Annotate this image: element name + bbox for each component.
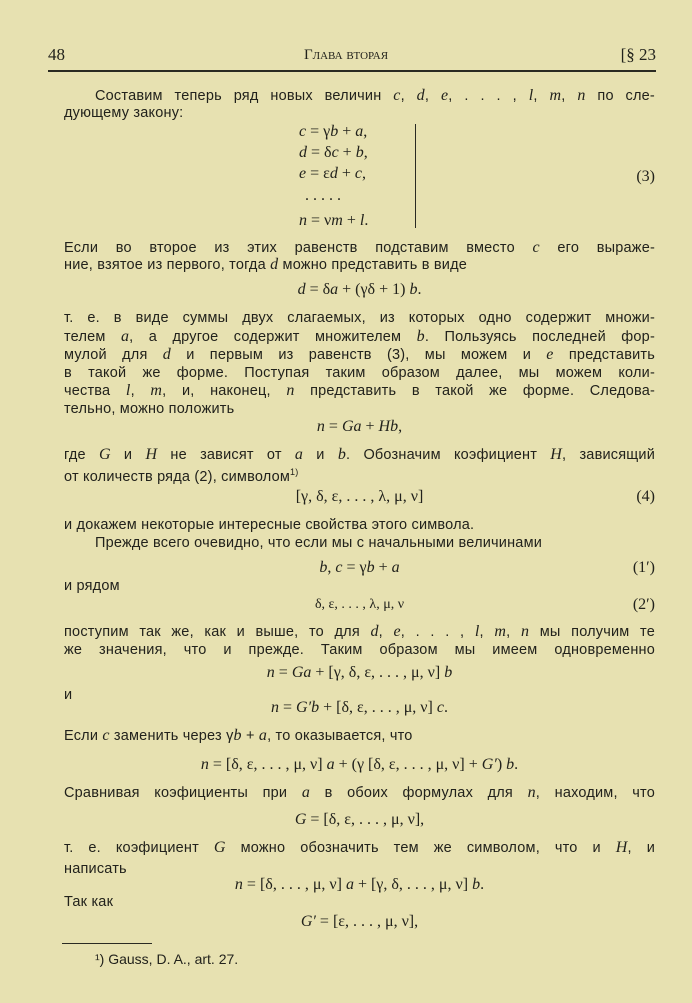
math-variable: G [294,811,307,828]
text-run: и первым из равенств (3), мы можем и [170,347,547,363]
math-variable: b [506,756,515,773]
text-run: + (γ [δ, ε, . . . , μ, ν] + [334,756,482,773]
math-variable: n [286,382,295,399]
text-line [64,364,655,382]
text-run: и [64,687,73,703]
text-run: и [303,447,338,463]
text-run: , находим, что [535,785,655,801]
math-variable: m [150,382,163,399]
equation-number: (4) [636,488,655,505]
text-run: дующему закону: [64,105,184,121]
equation-number: (1′) [632,559,655,576]
math-variable: m [494,623,507,640]
equation [64,595,655,615]
equation [64,912,655,932]
text-line [64,446,655,464]
math-variable: b [337,446,347,463]
text-run: , [424,88,441,104]
math-variable: b [330,123,339,140]
text-run: же значения, что и прежде. Таким образом мы имеем одновременно [64,642,655,658]
math-variable: Ga [341,418,362,435]
math-variable: d [297,281,306,298]
text-run: , [479,624,495,640]
text-run: . [364,212,369,229]
text-run: = [279,699,297,716]
math-variable: d [270,256,279,273]
text-line [64,839,655,857]
text-line [95,87,655,105]
text-run: [γ, δ, ε, . . . , λ, μ, ν] [295,488,424,505]
text-run: + [241,728,259,744]
text-run: , [130,383,151,399]
footnote: ¹) Gauss, D. A., art. 27. [95,951,239,967]
math-variable: d [162,346,171,363]
text-run: + (γδ + 1) [338,281,410,298]
text-run: . [480,876,485,893]
text-run: ) [496,756,507,773]
math-variable: n [527,784,536,801]
equation-system-line [299,163,366,184]
brace [409,124,416,228]
text-run: + [361,418,379,435]
text-run: + [338,123,356,140]
text-run: = ν [307,212,332,229]
text-run: и докажем некоторые интересные свойства этого символа. [64,517,475,533]
text-run: от количеств ряда (2), символом [64,468,291,485]
text-line [64,641,655,659]
text-line [64,784,655,802]
text-run: , то оказывается, что [267,728,413,744]
text-run: , и, наконец, [162,383,287,399]
text-run: δ, ε, . . . , λ, μ, ν [314,597,405,612]
math-variable: G′b [296,699,320,716]
footnote-rule [62,943,152,944]
text-run: Сравнивая коэфициенты при [64,785,302,801]
text-run: , [363,123,368,140]
math-variable: a [120,328,130,345]
math-variable: n [299,212,307,229]
text-line [64,239,655,257]
text-run: + [γ, δ, ε, . . . , μ, ν] [311,664,445,681]
math-variable: G [213,839,226,856]
equation [64,558,655,578]
math-variable: e [546,346,554,363]
text-run: , [327,559,336,576]
text-run: , [400,88,417,104]
math-variable: l [528,87,534,104]
math-variable: G [98,446,111,463]
text-run: поступим так же, как и выше, то для [64,624,371,640]
math-variable: n [520,623,530,640]
text-line [64,400,655,418]
equation [64,755,655,775]
equation [64,698,655,718]
math-variable: Hb [378,418,399,435]
equation [64,417,655,437]
text-run: ние, взятое из первого, тогда [64,257,271,273]
math-variable: b [233,727,242,744]
math-variable: c [331,144,339,161]
math-variable: c [393,87,401,104]
equation-system-line [305,185,341,206]
text-run: т. е. коэфициент [64,840,214,856]
math-variable: d [299,144,307,161]
text-run: , [363,144,368,161]
text-run: = γ [306,123,331,140]
math-variable: b [472,876,481,893]
section-number: [§ 23 [620,45,656,64]
math-variable: d [329,165,338,182]
text-run: , и [627,840,655,856]
text-run: его выраже- [539,240,655,256]
equation [64,487,655,507]
text-run: = [δ, ε, . . . , μ, ν], [306,811,425,828]
equation [64,810,655,830]
text-run: можно обозначить тем же символом, что и [225,840,616,856]
text-run: + [338,144,356,161]
math-variable: n [577,87,586,104]
text-run: = ε [306,165,330,182]
math-variable: b [355,144,364,161]
text-run: и рядом [64,578,120,594]
footnote-marker: 1) [290,467,299,477]
text-run: не зависят от [157,447,295,463]
text-run: = [274,664,292,681]
text-run: . [443,699,448,716]
text-run: по сле- [585,88,655,104]
math-variable: n [271,699,280,716]
text-run: , [533,88,550,104]
text-line [64,463,655,486]
text-line [64,256,655,274]
math-variable: a [345,876,354,893]
equation-system-line [299,121,367,142]
equation [64,280,655,300]
text-run: + [342,212,360,229]
text-run: в такой же форме. Поступая таким образом далее, мы можем коли- [64,365,655,381]
text-run: , . . . , [400,624,475,640]
math-variable: l [474,623,480,640]
math-variable: n [234,876,243,893]
math-variable: e [393,623,401,640]
text-run: , [378,624,394,640]
text-run: . Пользуясь последней фор- [424,329,655,345]
text-line [64,104,655,122]
text-run: + [γ, δ, . . . , μ, ν] [353,876,473,893]
text-run: заменить через γ [109,728,234,744]
text-run: . [514,756,519,773]
math-variable: b [444,664,453,681]
text-run: мы получим те [529,624,655,640]
text-run: Если во второе из этих равенств подставим вместо [64,240,533,256]
math-variable: d [416,87,425,104]
math-variable: G′ [300,913,316,930]
text-line [64,346,655,364]
text-run: . . . . . [305,187,341,204]
math-variable: b [409,281,418,298]
math-variable: c [532,239,540,256]
text-line [64,623,655,641]
math-variable: H [615,839,628,856]
text-line [95,534,686,552]
text-line [64,516,655,534]
text-run: . Обозначим коэфициент [346,447,551,463]
text-run: представить в такой же форме. Следова- [294,383,655,399]
math-variable: c [335,559,343,576]
text-run: , [561,88,578,104]
text-run: Прежде всего очевидно, что если мы с начальными величинами [95,535,543,551]
math-variable: Ga [291,664,312,681]
math-variable: a [391,559,400,576]
page-number: 48 [48,45,65,64]
text-run: , [506,624,521,640]
text-line [64,727,655,745]
text-run: телем [64,329,121,345]
equation-system-line [299,210,368,231]
text-line [64,309,655,327]
text-run: = δ [307,144,332,161]
text-run: = γ [342,559,367,576]
text-run: представить [553,347,655,363]
math-variable: c [354,165,362,182]
math-variable: b [416,328,425,345]
text-run: + [374,559,392,576]
text-run: = [324,418,342,435]
text-run: = [δ, ε, . . . , μ, ν] [208,756,327,773]
math-variable: n [316,418,325,435]
text-line [64,382,655,400]
text-line [64,893,655,911]
math-variable: m [331,212,343,229]
text-run: , [362,165,366,182]
math-variable: n [200,756,209,773]
math-variable: e [299,165,307,182]
text-run: = δ [305,281,331,298]
math-variable: a [326,756,335,773]
math-variable: a [301,784,311,801]
math-variable: a [258,727,268,744]
equation [64,663,655,683]
math-variable: n [266,664,275,681]
equation-system-line [299,142,368,163]
text-line [64,577,655,595]
text-run: написать [64,861,127,877]
text-run: , а другое содержит множителем [129,329,417,345]
math-variable: d [370,623,379,640]
math-variable: m [549,87,562,104]
text-run: можно представить в виде [278,257,467,273]
text-run: Так как [64,894,114,910]
text-line [64,328,655,346]
math-variable: H [550,446,563,463]
text-run: т. е. в виде суммы двух слагаемых, из которых одно содержит множи- [64,310,655,326]
header-rule [48,70,656,72]
math-variable: l [359,212,365,229]
text-run: + [δ, ε, . . . , μ, ν] [319,699,437,716]
math-variable: b [366,559,375,576]
text-run: = [ε, . . . , μ, ν], [315,913,419,930]
chapter-title: Глава вторая [303,47,389,63]
math-variable: c [299,123,307,140]
math-variable: a [355,123,364,140]
math-variable: l [125,382,131,399]
equation-number: (2′) [632,596,655,613]
text-run: + [337,165,355,182]
math-variable: b [319,559,328,576]
text-run: , зависящий [562,447,656,463]
text-run: мулой для [64,347,163,363]
text-run: и [110,447,146,463]
text-run: чества [64,383,126,399]
text-run: Если [64,728,103,744]
equation-number: (3) [636,168,655,185]
text-run: тельно, можно положить [64,401,235,417]
math-variable: a [294,446,304,463]
equation [64,875,655,895]
text-run: Составим теперь ряд новых величин [95,88,394,104]
text-run: . [417,281,422,298]
math-variable: c [102,727,110,744]
text-run: , [398,418,403,435]
math-variable: G′ [481,756,497,773]
text-run: где [64,447,99,463]
math-variable: e [440,87,449,104]
text-run: = [δ, . . . , μ, ν] [242,876,346,893]
math-variable: H [145,446,158,463]
text-run: , . . . , [448,88,529,104]
math-variable: c [436,699,444,716]
math-variable: a [330,281,339,298]
text-run: в обоих формулах для [310,785,528,801]
